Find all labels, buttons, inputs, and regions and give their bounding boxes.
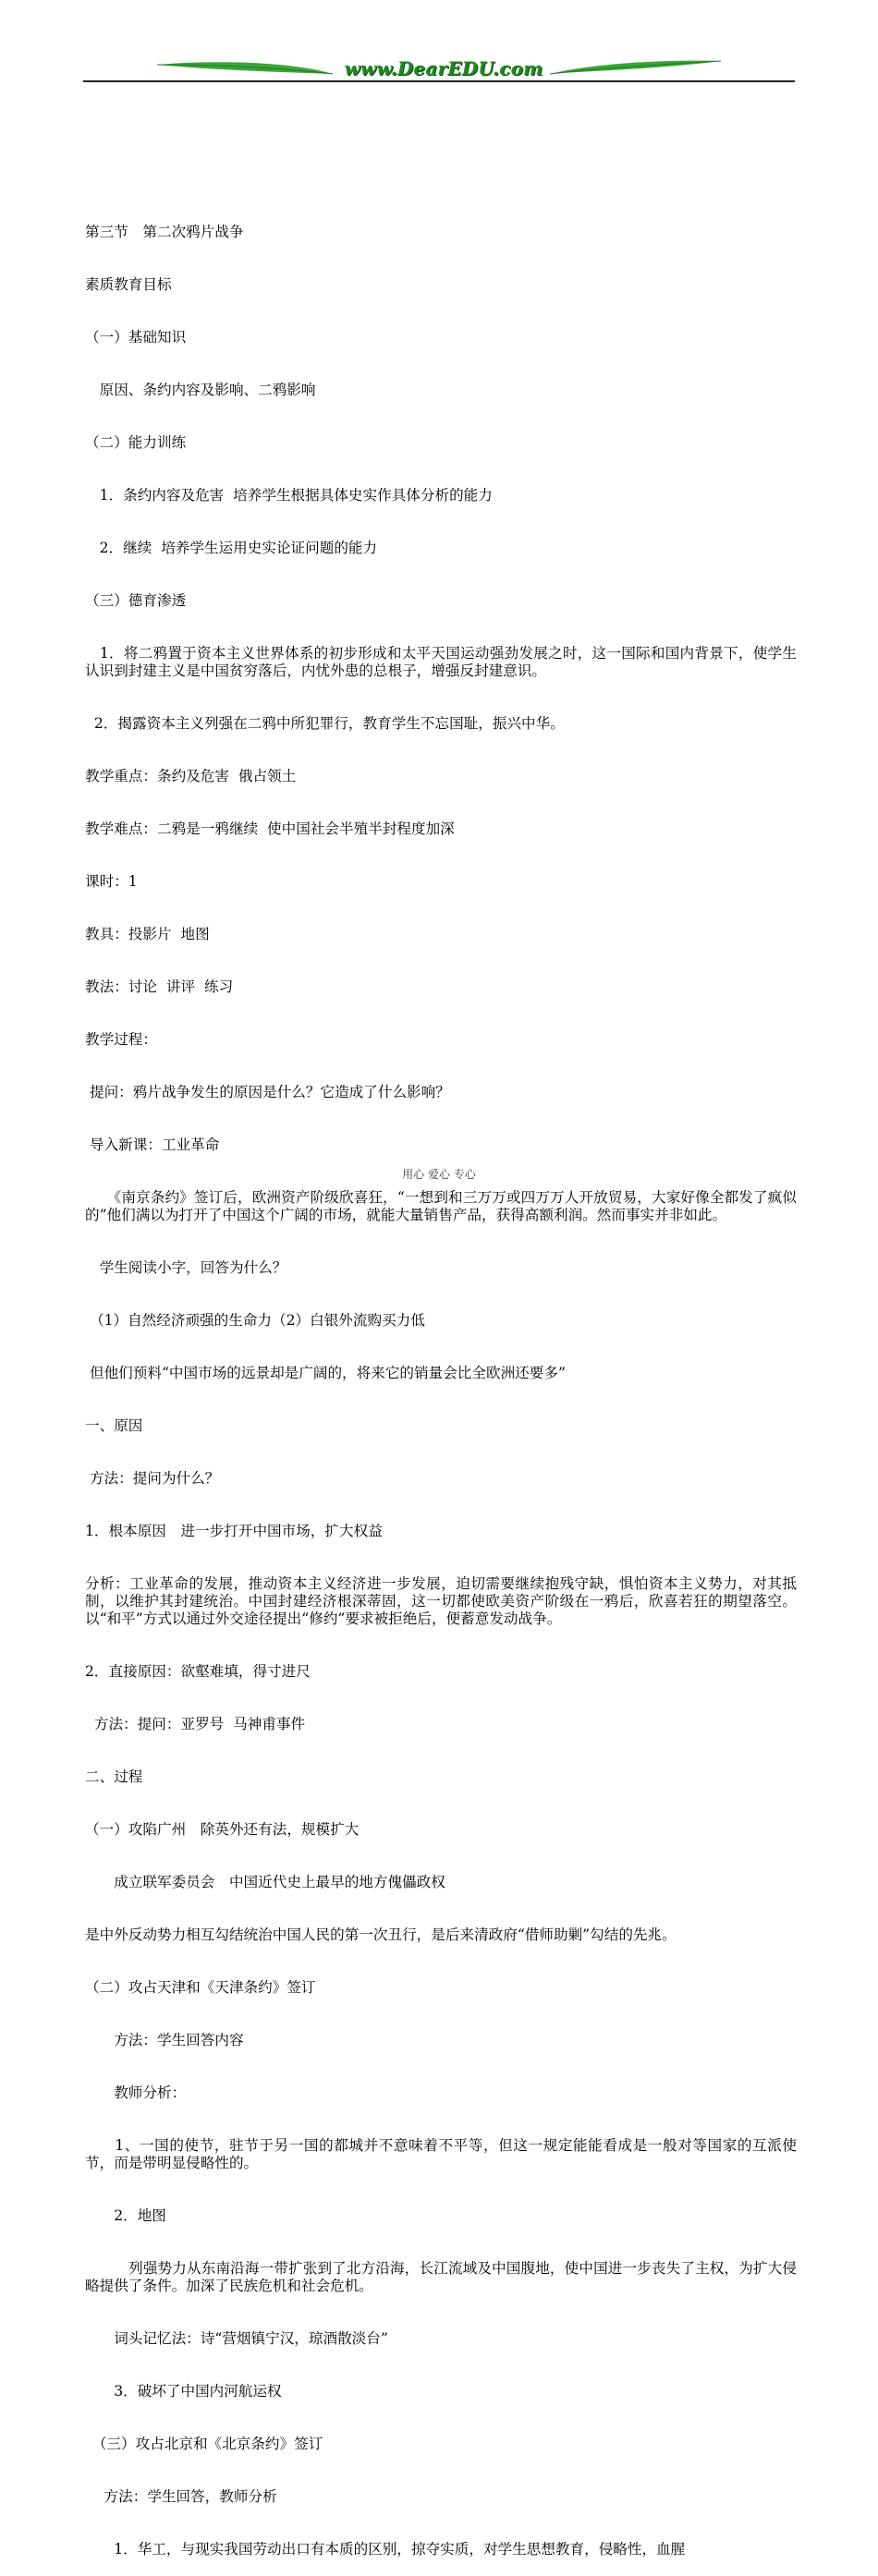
text-line: 教学难点：二鸦是一鸦继续 使中国社会半殖半封程度加深 [85,820,455,837]
paragraph: 《南京条约》签订后，欧洲资产阶级欣喜狂，“一想到和三万万或四万万人开放贸易，大家好像全都发了疯似的”他们满以为打开了中国这个广阔的市场，就能大量销售产品，获得高额利润。然而事实并非如此。 [85,1189,797,1223]
text-line: 导入新课：工业革命 [85,1136,220,1153]
document-body [85,188,797,2576]
text-line: 方法：学生回答内容 [85,2032,244,2048]
paragraph: 1．将二鸦置于资本主义世界体系的初步形成和太平天国运动强劲发展之时，这一国际和国内背景下，使学生认识到封建主义是中国贫穷落后，内忧外患的总根子，增强反封建意识。 [85,645,797,679]
text-line: 1．条约内容及危害 培养学生根据具体史实作具体分析的能力 [85,487,493,504]
text-line: 教法：讨论 讲评 练习 [85,978,234,995]
text-line: 成立联军委员会 中国近代史上最早的地方傀儡政权 [85,1874,445,1890]
text-line: 2．揭露资本主义列强在二鸦中所犯罪行，教育学生不忘国耻，振兴中华。 [85,715,565,732]
text-line: 2．继续 培养学生运用史实论证问题的能力 [85,540,378,556]
text-line: 教师分析： [85,2084,187,2101]
text-line: 词头记忆法：诗“营烟镇宁汉，琼酒散淡台” [85,2330,388,2347]
header-divider [83,80,795,82]
text-line: 课时：1 [85,873,138,890]
text-line: 3．破坏了中国内河航运权 [85,2383,282,2400]
text-line: 2．直接原因：欲壑难填，得寸进尺 [85,1663,311,1680]
paragraph: 是中外反动势力相互勾结统治中国人民的第一次丑行，是后来清政府“借师助剿”勾结的先兆。 [85,1926,677,1943]
text-line: 提问：鸦片战争发生的原因是什么？它造成了什么影响？ [85,1084,450,1100]
heading: （一）基础知识 [85,329,187,346]
text-line: （1）自然经济顽强的生命力（2）白银外流购买力低 [85,1312,425,1329]
text-line: 方法：提问为什么？ [85,1470,220,1487]
text-line: 但他们预料“中国市场的远景却是广阔的，将来它的销量会比全欧洲还要多” [85,1365,566,1381]
heading: 素质教育目标 [85,276,172,293]
heading: （二）能力训练 [85,434,187,451]
heading: （二）攻占天津和《天津条约》签订 [85,1979,316,1996]
page-header [83,54,795,85]
text-line: 原因、条约内容及影响、二鸦影响 [85,382,316,398]
heading: 一、原因 [85,1417,143,1434]
paragraph: 列强势力从东南沿海一带扩张到了北方沿海，长江流域及中国腹地，使中国进一步丧失了主权，为扩大侵略提供了条件。加深了民族危机和社会危机。 [85,2260,797,2294]
text-line: 学生阅读小字，回答为什么？ [85,1259,287,1276]
text-line: 教具：投影片 地图 [85,926,210,942]
paragraph: 1、一国的使节，驻节于另一国的都城并不意味着不平等，但这一规定能能看成是一般对等国家的互派使节，而是带明显侵略性的。 [85,2137,797,2171]
section-title: 第三节 第二次鸦片战争 [85,224,244,240]
heading: （三）攻占北京和《北京条约》签订 [85,2436,323,2452]
text-line: 2．地图 [85,2207,166,2224]
heading: 二、过程 [85,1768,143,1785]
paragraph: 分析：工业革命的发展，推动资本主义经济进一步发展，迫切需要继续抱残守缺，惧怕资本主义势力，对其抵制，以维护其封建统治。中国封建经济根深蒂固，这一切都使欧美资产阶级在一鸦后，欣喜若狂的期望落空。以“和平”方式以通过外交途径提出“修约”要求被拒绝后，便蓄意发动战争。 [85,1575,797,1627]
text-line: 1．华工，与现实我国劳动出口有本质的区别，掠夺实质，对学生思想教育，侵略性，血腥 [85,2541,686,2558]
text-line: （一）攻陷广州 除英外还有法，规模扩大 [85,1821,360,1838]
text-line: 方法：提问：亚罗号 马神甫事件 [85,1716,306,1732]
heading: （三）德育渗透 [85,592,187,609]
site-logo-text: www.DearEDU.com [344,57,543,79]
text-line: 教学过程： [85,1031,157,1048]
text-line: 教学重点：条约及危害 俄占领土 [85,768,297,784]
page-footer: 用心 爱心 专心 [402,1168,476,1181]
text-line: 1．根本原因 进一步打开中国市场，扩大权益 [85,1523,383,1539]
text-line: 方法：学生回答，教师分析 [85,2488,277,2505]
